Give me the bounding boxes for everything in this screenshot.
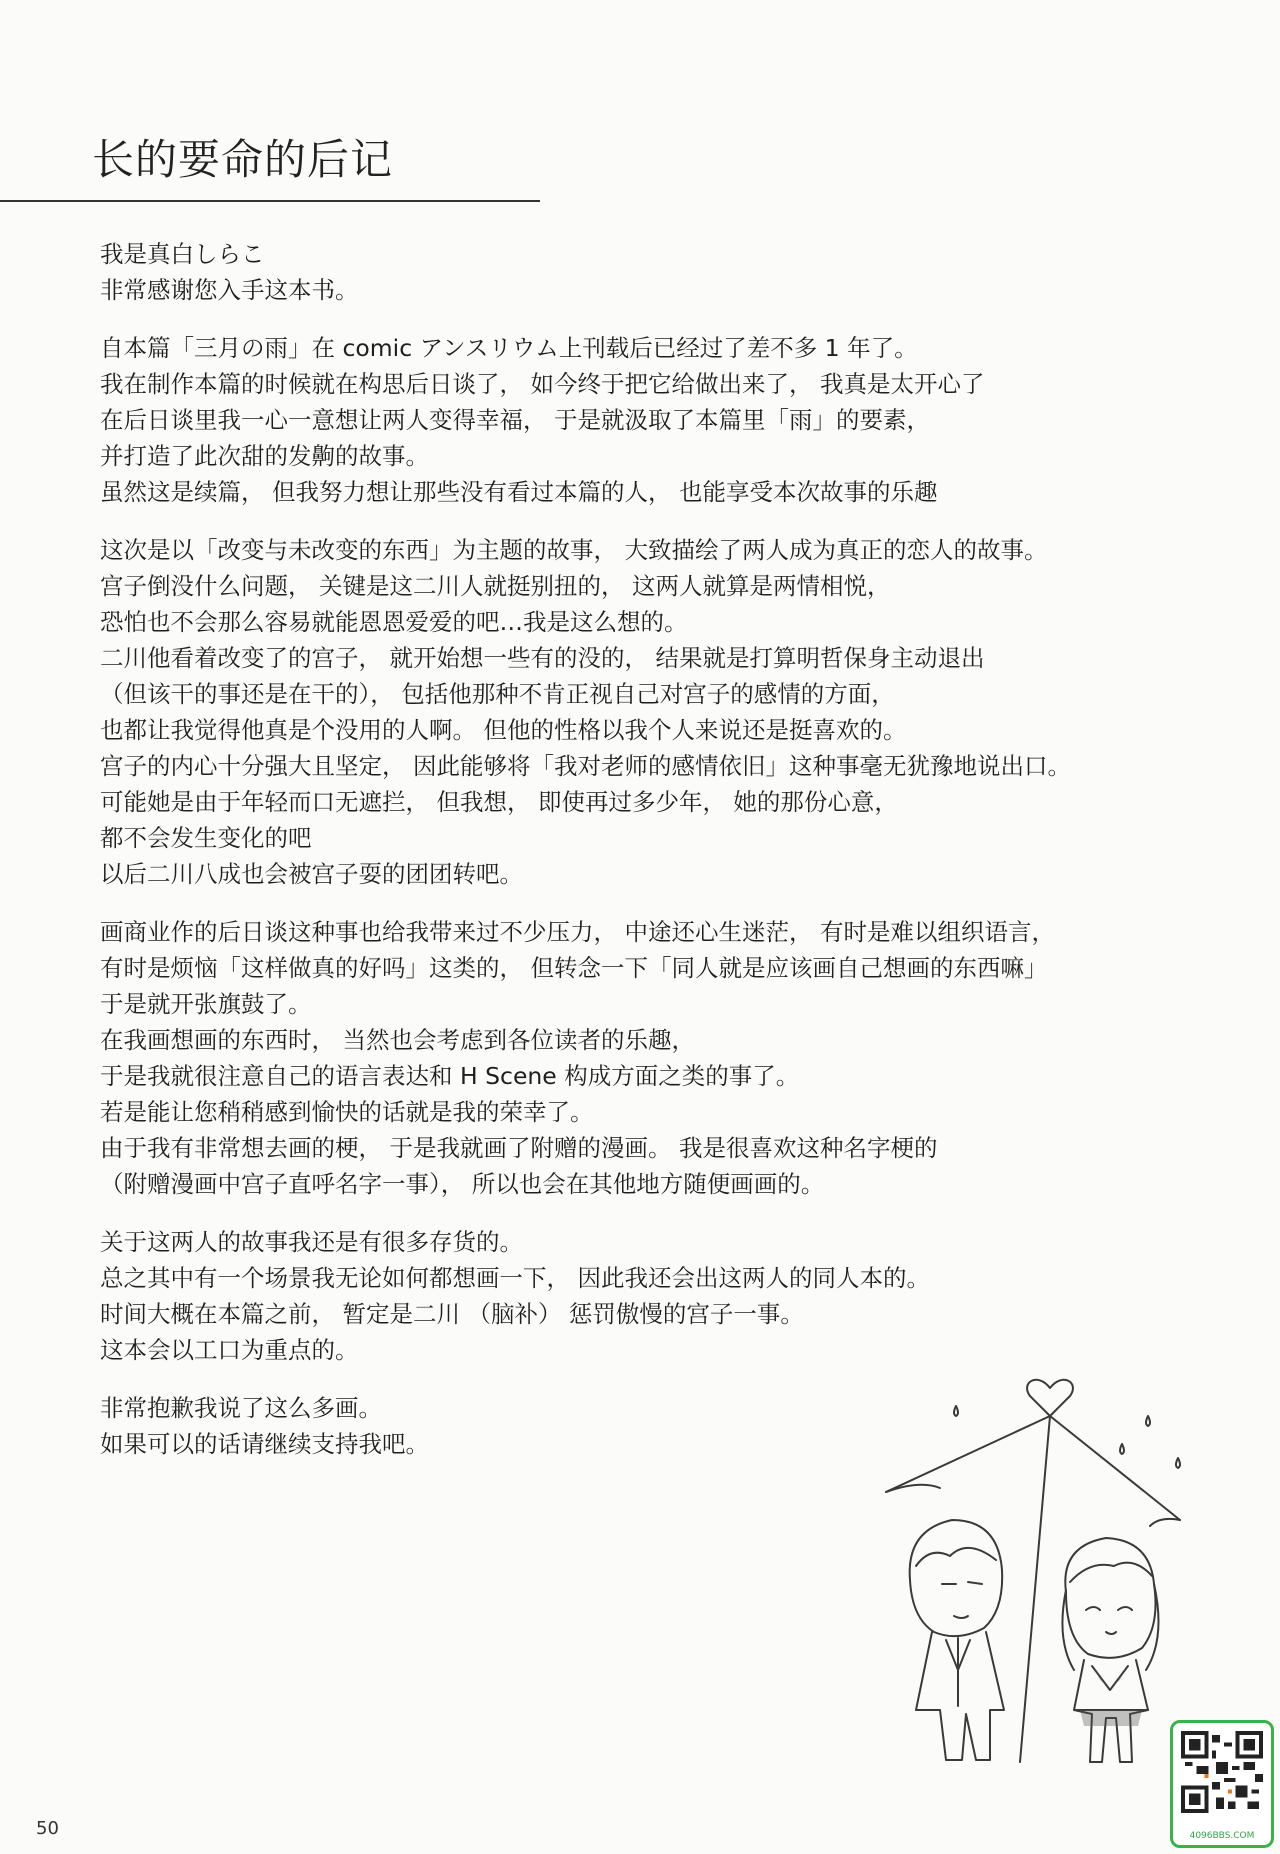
text-line: 总之其中有一个场景我无论如何都想画一下， 因此我还会出这两人的同人本的。 <box>100 1264 930 1292</box>
text-line: 恐怕也不会那么容易就能恩恩爱爱的吧…我是这么想的。 <box>100 608 688 636</box>
paragraph-greeting <box>100 236 1210 308</box>
page-title: 长的要命的后记 <box>92 135 394 184</box>
text-line: 都不会发生变化的吧 <box>100 824 312 852</box>
text-line: 如果可以的话请继续支持我吧。 <box>100 1430 429 1458</box>
text-line: 也都让我觉得他真是个没用的人啊。 但他的性格以我个人来说还是挺喜欢的。 <box>100 716 907 744</box>
afterword-body <box>100 236 1210 1484</box>
site-watermark <box>1170 1720 1274 1848</box>
text-line: 这本会以工口为重点的。 <box>100 1336 359 1364</box>
text-line: 若是能让您稍稍感到愉快的话就是我的荣幸了。 <box>100 1098 594 1126</box>
text-line: 自本篇「三月の雨」在 comic アンスリウム上刊载后已经过了差不多 1 年了。 <box>100 334 918 362</box>
paragraph-pressure <box>100 914 1210 1202</box>
page-number: 50 <box>36 1818 59 1839</box>
text-line: （但该干的事还是在干的）， 包括他那种不肯正视自己对宫子的感情的方面， <box>100 680 895 708</box>
text-line: 画商业作的后日谈这种事也给我带来过不少压力， 中途还心生迷茫， 有时是难以组织语言， <box>100 918 1055 946</box>
text-line: 这次是以「改变与未改变的东西」为主题的故事， 大致描绘了两人成为真正的恋人的故事。 <box>100 536 1048 564</box>
text-line: 于是我就很注意自己的语言表达和 H Scene 构成方面之类的事了。 <box>100 1062 800 1090</box>
text-line: 在后日谈里我一心一意想让两人变得幸福， 于是就汲取了本篇里「雨」的要素， <box>100 406 930 434</box>
text-line: 时间大概在本篇之前， 暂定是二川 （脑补） 惩罚傲慢的宫子一事。 <box>100 1300 804 1328</box>
umbrella-couple-illustration <box>880 1370 1210 1770</box>
watermark-text: 4096BBS.COM <box>1189 1831 1255 1841</box>
text-line: 有时是烦恼「这样做真的好吗」这类的， 但转念一下「同人就是应该画自己想画的东西嘛」 <box>100 954 1048 982</box>
text-line: 可能她是由于年轻而口无遮拦， 但我想， 即使再过多少年， 她的那份心意， <box>100 788 898 816</box>
text-line: 非常感谢您入手这本书。 <box>100 276 359 304</box>
text-line: 二川他看着改变了的宫子， 就开始想一些有的没的， 结果就是打算明哲保身主动退出 <box>100 644 985 672</box>
paragraph-theme <box>100 532 1210 892</box>
text-line: 我是真白しらこ <box>100 240 265 268</box>
text-line: 宫子的内心十分强大且坚定， 因此能够将「我对老师的感情依旧」这种事毫无犹豫地说出口。 <box>100 752 1071 780</box>
paragraph-intro <box>100 330 1210 510</box>
text-line: 在我画想画的东西时， 当然也会考虑到各位读者的乐趣， <box>100 1026 695 1054</box>
text-line: 非常抱歉我说了这么多画。 <box>100 1394 382 1422</box>
title-underline <box>0 200 540 202</box>
text-line: 关于这两人的故事我还是有很多存货的。 <box>100 1228 523 1256</box>
text-line: 并打造了此次甜的发齁的故事。 <box>100 442 429 470</box>
qr-code-icon <box>1181 1731 1263 1813</box>
text-line: 由于我有非常想去画的梗， 于是我就画了附赠的漫画。 我是很喜欢这种名字梗的 <box>100 1134 938 1162</box>
text-line: （附赠漫画中宫子直呼名字一事）， 所以也会在其他地方随便画画的。 <box>100 1170 825 1198</box>
paragraph-future <box>100 1224 1210 1368</box>
text-line: 宫子倒没什么问题， 关键是这二川人就挺别扭的， 这两人就算是两情相悦， <box>100 572 891 600</box>
text-line: 以后二川八成也会被宫子耍的团团转吧。 <box>100 860 523 888</box>
text-line: 我在制作本篇的时候就在构思后日谈了， 如今终于把它给做出来了， 我真是太开心了 <box>100 370 985 398</box>
text-line: 于是就开张旗鼓了。 <box>100 990 312 1018</box>
text-line: 虽然这是续篇， 但我努力想让那些没有看过本篇的人， 也能享受本次故事的乐趣 <box>100 478 938 506</box>
